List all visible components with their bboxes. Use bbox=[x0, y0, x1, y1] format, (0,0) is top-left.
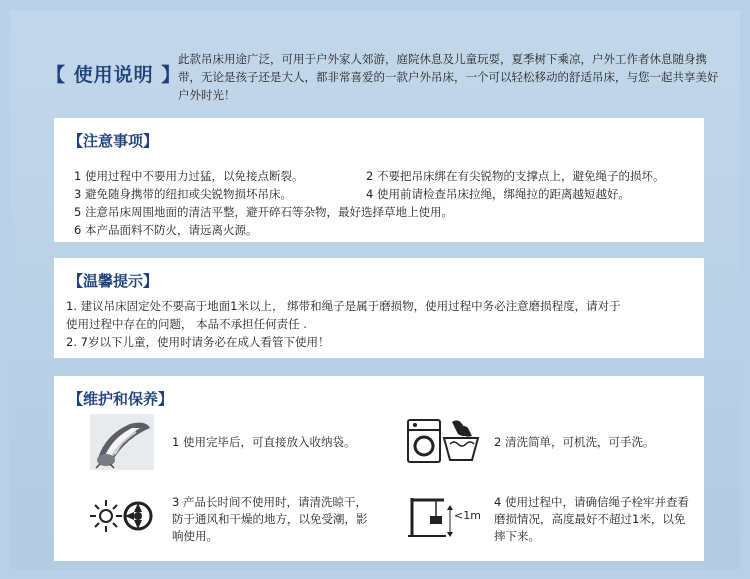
care-item-text: 3 产品长时间不使用时，请清洗晾干，防于通风和干燥的地方，以免受潮，影响使用。 bbox=[172, 495, 368, 543]
tips-title: 【温馨提示】 bbox=[68, 272, 159, 290]
tip-line: 1. 建议吊床固定处不要高于地面1米以上， 绑带和绳子是属于磨损物，使用过程中务必注意磨损程度，请对于 bbox=[66, 299, 621, 313]
tip-line: 使用过程中存在的问题， 本品不承担任何责任 . bbox=[66, 317, 307, 331]
sun-dry-icon bbox=[90, 494, 154, 538]
intro-text: 此款吊床用途广泛，可用于户外家人郊游，庭院休息及儿童玩耍，夏季树下乘凉，户外工作者休息随身携带，无论是孩子还是大人，都非常喜爱的一款户外吊床，一个可以轻松移动的舒适吊床，与您一起共享美好户外时光！ bbox=[178, 52, 719, 102]
height-label: <1m bbox=[454, 509, 481, 522]
storage-bag-icon bbox=[90, 414, 154, 470]
notes-panel bbox=[54, 118, 704, 242]
washing-icon bbox=[406, 416, 480, 468]
care-panel bbox=[54, 376, 704, 561]
care-item-text: 4 使用过程中，请确信绳子栓牢并查看磨损情况，高度最好不超过1米，以免摔下来。 bbox=[494, 495, 689, 543]
note-item: 6 本产品面料不防火，请远离火源。 bbox=[74, 223, 258, 237]
care-item-text: 1 使用完毕后，可直接放入收纳袋。 bbox=[172, 435, 356, 449]
note-item: 4 使用前请检查吊床拉绳，绑绳拉的距离越短越好。 bbox=[366, 187, 630, 201]
note-item: 3 避免随身携带的纽扣或尖锐物损坏吊床。 bbox=[74, 187, 292, 201]
intro-title: 【 使用说明 】 bbox=[46, 64, 182, 86]
care-item-text: 2 清洗简单，可机洗，可手洗。 bbox=[494, 435, 655, 449]
note-item: 2 不要把吊床绑在有尖锐物的支撑点上，避免绳子的损坏。 bbox=[366, 169, 665, 183]
tip-line: 2. 7岁以下儿童，使用时请务必在成人看管下使用！ bbox=[66, 335, 330, 349]
page-frame bbox=[10, 10, 740, 569]
intro-section bbox=[10, 10, 740, 100]
note-item: 1 使用过程中不要用力过猛，以免接点断裂。 bbox=[74, 169, 304, 183]
tips-panel bbox=[54, 258, 704, 358]
height-limit-icon bbox=[406, 492, 480, 540]
notes-title: 【注意事项】 bbox=[68, 132, 159, 150]
care-title: 【维护和保养】 bbox=[68, 390, 174, 408]
note-item: 5 注意吊床周围地面的清洁平整，避开碎石等杂物，最好选择草地上使用。 bbox=[74, 205, 453, 219]
